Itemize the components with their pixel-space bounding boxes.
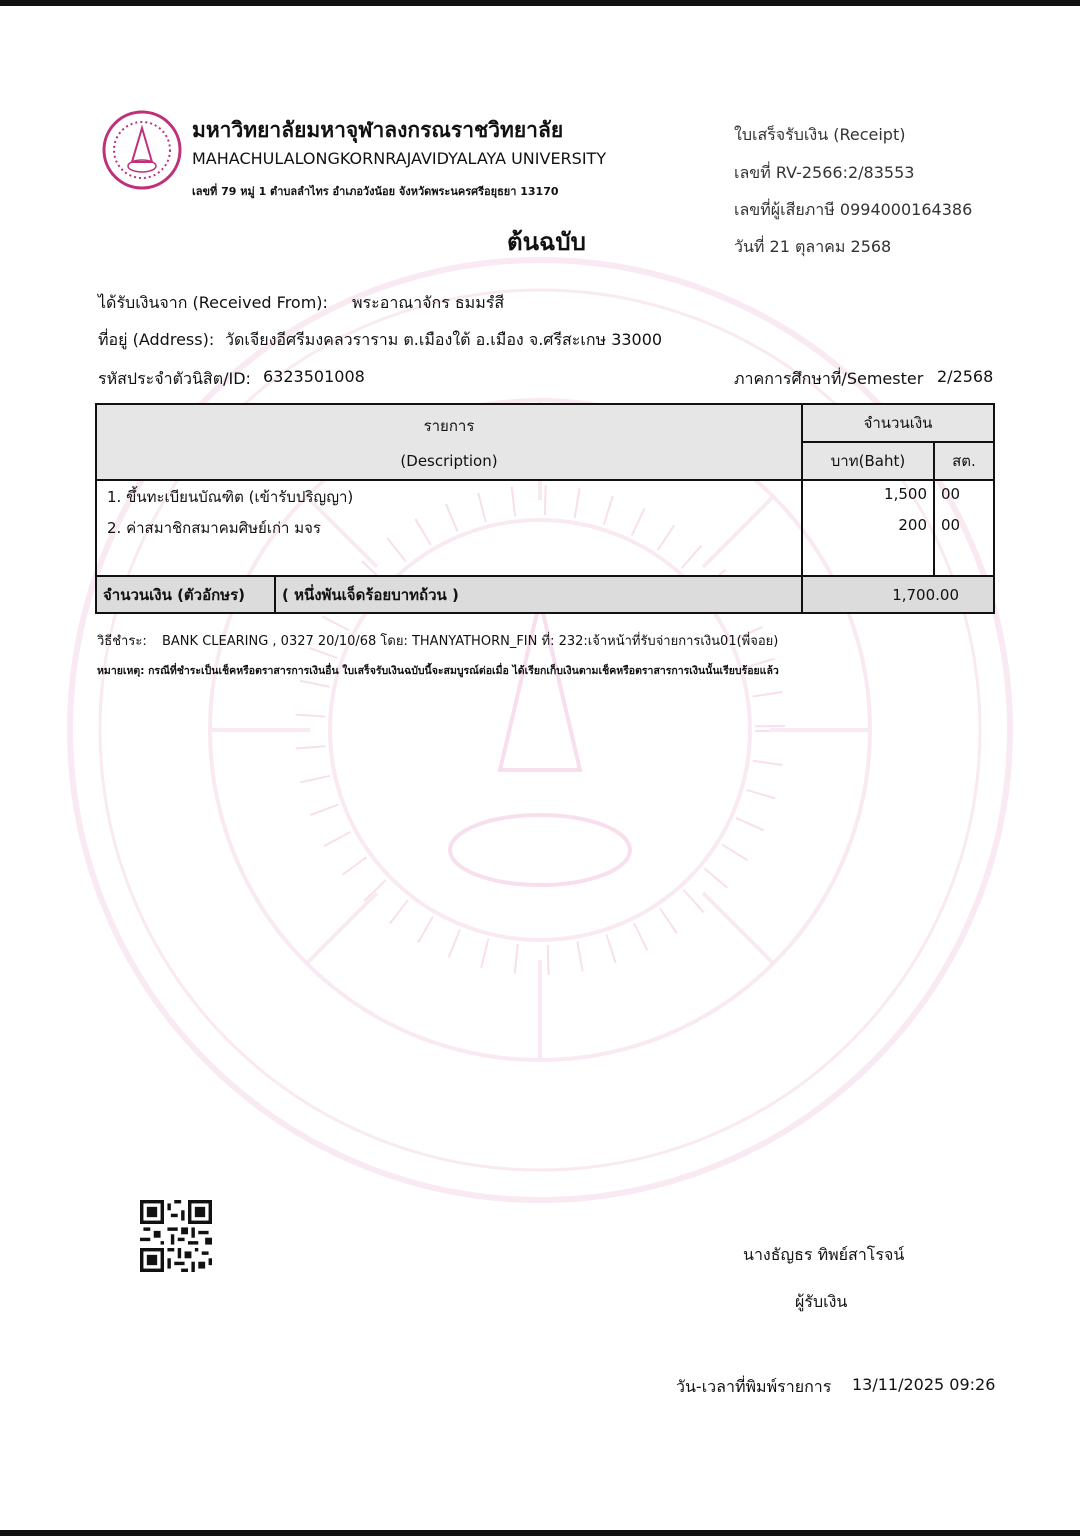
receiver-name: นางธัญธร ทิพย์สาโรจน์ [743, 1245, 905, 1264]
item-satang: 00 [941, 485, 961, 503]
item-baht: 200 [898, 516, 927, 534]
print-time-label: วัน-เวลาที่พิมพ์รายการ [676, 1377, 832, 1396]
amount-header: จำนวนเงิน [802, 404, 994, 442]
tax-id: เลขที่ผู้เสียภาษี 0994000164386 [734, 200, 973, 219]
items-baht-cell [802, 480, 934, 576]
university-name-th: มหาวิทยาลัยมหาจุฬาลงกรณราชวิทยาลัย [192, 118, 564, 142]
receipt-title: ใบเสร็จรับเงิน (Receipt) [734, 125, 906, 144]
baht-header: บาท(Baht) [802, 442, 934, 480]
student-id: 6323501008 [263, 367, 365, 386]
description-header [96, 404, 802, 480]
top-border [0, 0, 1080, 6]
items-satang-cell [934, 480, 994, 576]
semester-label: ภาคการศึกษาที่/Semester [734, 369, 924, 388]
print-time: 13/11/2025 09:26 [852, 1375, 996, 1394]
document-status: ต้นฉบับ [507, 228, 586, 256]
remark: หมายเหตุ: กรณีที่ชำระเป็นเช็คหรือตราสารการเงินอื่น ใบเสร็จรับเงินฉบับนี้จะสมบูรณ์ต่อเมื่อ ได้เรียกเก็บเงินตามเช็คหรือตราสารการเงินนั้นเรียบร้อยแล้ว [97, 665, 779, 677]
payment-method: BANK CLEARING , 0327 20/10/68 โดย: THANYATHORN_FIN ที่: 232:เจ้าหน้าที่รับจ่ายการเงิน01(พี่จอย) [162, 634, 779, 649]
item-satang: 00 [941, 516, 961, 534]
payer-address: วัดเจียงอีศรีมงคลวราราม ต.เมืองใต้ อ.เมือง จ.ศรีสะเกษ 33000 [225, 330, 663, 349]
receiver-role: ผู้รับเงิน [795, 1292, 848, 1311]
qr-code [140, 1200, 212, 1272]
receipt-number: เลขที่ RV-2566:2/83553 [734, 163, 915, 182]
receipt-date: วันที่ 21 ตุลาคม 2568 [734, 237, 892, 256]
payer-name: พระอาณาจักร ธมมรํสี [352, 293, 505, 312]
bottom-border [0, 1530, 1080, 1536]
list-item: 1. ขึ้นทะเบียนบัณฑิต (เข้ารับปริญญา) [107, 488, 354, 506]
items-table [95, 403, 995, 614]
items-desc-cell [96, 480, 802, 576]
address-label: ที่อยู่ (Address): [98, 330, 215, 349]
total-label: จำนวนเงิน (ตัวอักษร) [96, 576, 275, 613]
total-amount: 1,700.00 [802, 576, 994, 613]
university-seal-logo [102, 110, 182, 190]
item-baht: 1,500 [884, 485, 927, 503]
received-from-label: ได้รับเงินจาก (Received From): [98, 293, 328, 312]
semester: 2/2568 [937, 367, 994, 386]
watermark-seal [60, 250, 1020, 1210]
description-header-th: รายการ [423, 417, 475, 435]
university-name-en: MAHACHULALONGKORNRAJAVIDYALAYA UNIVERSITY [192, 149, 607, 168]
satang-header: สต. [934, 442, 994, 480]
total-in-words: ( หนึ่งพันเจ็ดร้อยบาทถ้วน ) [275, 576, 802, 613]
student-id-label: รหัสประจำตัวนิสิต/ID: [98, 369, 251, 388]
payment-method-label: วิธีชำระ: [97, 634, 147, 649]
list-item: 2. ค่าสมาชิกสมาคมศิษย์เก่า มจร [107, 519, 321, 537]
description-header-en: (Description) [400, 452, 498, 470]
university-address: เลขที่ 79 หมู่ 1 ตำบลลำไทร อำเภอวังน้อย จังหวัดพระนครศรีอยุธยา 13170 [192, 185, 559, 198]
